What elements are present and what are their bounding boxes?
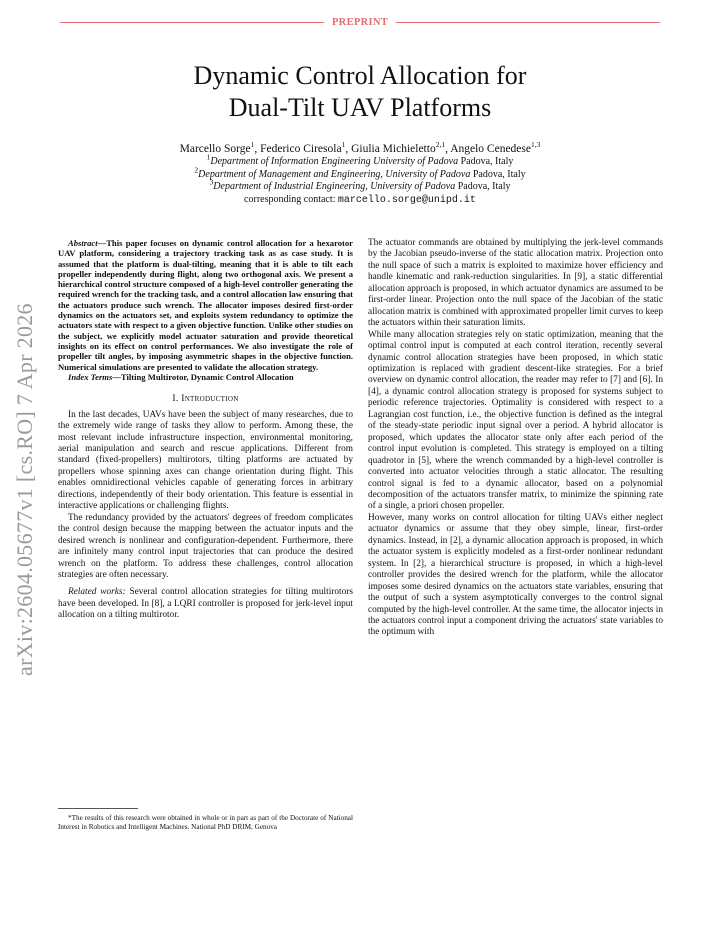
author-name: Angelo Cenedese [450,143,531,155]
affiliation-2 [60,165,660,182]
title-line-2: Dual-Tilt UAV Platforms [228,93,492,122]
body-paragraph-1: The actuator commands are obtained by multiplying the jerk-level commands by the Jacobian pseudo-inverse of the static allocation matrix. Projection onto the null space of such a matrix is exploited to maximize hover efficiency and handle kinematic and rank-reduction singularities. In [9], a static differential allocation approach is proposed, in which actuator dynamics are assumed to be first-order linear. Projection onto the null space of the Jacobian of the static allocation matrix is combined with approximated propeller limit curves to keep the actuators within their saturation limits. [368,238,663,329]
footnote: *The results of this research were obtained in whole or in part as part of the Doctorate of National Interest in Robotics and Intelligent Machines. National PhD DRIM, Genova [58,814,353,831]
related-works-text: Several control allocation strategies for tilting multirotors have been developed. In [8], a LQRI controller is proposed for jerk-level input allocation on a tilting multirotor. [58,587,353,621]
author-sup: 2,1 [435,140,446,150]
footnote-rule [58,808,138,809]
affiliation-3 [60,177,660,194]
contact-label: corresponding contact: [244,193,338,205]
arxiv-side-stamp[interactable]: arXiv:2604.05677v1 [cs.RO] 7 Apr 2026 [12,303,37,676]
author-name: Marcello Sorge [179,143,251,155]
affil-name: Department of Industrial Engineering, University of Padova [213,181,456,193]
related-works-paragraph [58,587,353,621]
author-sup: 1 [250,140,255,150]
body-paragraph-2: While many allocation strategies rely on static optimization, meaning that the optimal control input is computed at each control iteration, recently several dynamic control allocation strategies have been proposed, in which static optimization is replaced with gradient descent-like strategies. For a brief overview on dynamic control allocation, the reader may refer to [7] and [6]. In [4], a dynamic control allocation strategy is proposed for systems subject to periodic reference trajectories. Optimality is considered with respect to a Lagrangian cost function, i.e., the objective function is defined as the integral of the steady-state periodic input signal over a period. A hybrid allocator is proposed, which updates the allocator state only after each period of the control input evolution is completed. This strategy is employed on a tilting quadrotor in [5], where the wrench commanded by a high-level controller is converted into actuator velocities through a static allocator. The resulting control signal is fed to a dynamic allocator, based on a polynomial decomposition of the actuators transfer matrix, to minimize the spinning rate of a single, a priori chosen propeller. [368,329,663,512]
abstract-label: Abstract [68,238,98,248]
author-sup: 1,3 [531,140,541,150]
section-heading-introduction: I. Introduction [172,394,239,405]
affil-name: Department of Management and Engineering, University of Padova [198,168,471,180]
banner-rule-right [396,22,660,23]
affil-city: Padova, Italy [470,168,526,180]
affil-sup: 2 [194,165,199,175]
author-list: Marcello Sorge$^1$, Federico Ciresola$^1$, Giulia Michieletto$^{2,1}$, Angelo Cenedese$^{1,3}$ [179,140,541,155]
left-column [58,238,353,622]
affil-city: Padova, Italy [458,156,514,167]
affil-name: Department of Information Engineering University of Padova [210,156,459,167]
author-block [60,142,660,207]
contact-email-link[interactable]: marcello.sorge@unipd.it [337,194,476,206]
right-column [368,238,663,639]
author-name: Giulia Michieletto [351,143,436,155]
affiliation-1 [60,152,660,169]
index-terms [58,372,353,382]
body-paragraph-3: However, many works on control allocation for tilting UAVs either neglect actuator dynamics or assume that they obey simple, linear, first-order dynamics. Instead, in [2], a dynamic allocation approach is proposed, in which the actuator system is explicitly modeled as a first-order nonlinear redundant system. In [2], a hierarchical structure is proposed, in which a high-level controller provides the desired wrench for the platform, while the allocator imposes some desired dynamics on the actuators state variables, ensuring that the output of such a system asymptotically converges to the control signal computed by the high-level controller. At the same time, the allocator injects in the actuators control input a component driving the actuators' state variables to the optimum with [368,512,663,638]
index-terms-label: Index Terms [68,371,113,382]
banner-rule-left [60,22,324,23]
related-works-label: Related works: [68,587,126,598]
affil-city: Padova, Italy [455,181,511,193]
abstract-text: —This paper focuses on dynamic control allocation for a hexarotor UAV platform, considering a trajectory tracking task as as case study. It is assumed that the platform is dual-tilting, meaning that it is able to tilt each propeller independently during flight, along two orthogonal axis. We present a hierarchical control structure composed of a high-level controller generating the required wrench for the tracking task, and a control allocation law ensuring that the actuators produce such wrench. The allocator imposes desired first-order dynamics on the actuators set, and exploits system redundancy to optimize the actuators state with respect to a given objective function. Unlike other studies on the subject, we explicitly model actuator saturation and provide theoretical insights on its effect on control performances. We also investigate the role of propeller tilt angles, by imposing asymmetric shapes in the objective function. Numerical simulations are presented to validate the allocation strategy. [58,238,353,372]
title-line-1: Dynamic Control Allocation for [193,61,527,90]
corresponding-contact [60,194,660,208]
abstract [58,238,353,372]
index-terms-text: —Tilting Multirotor, Dynamic Control Allocation [112,371,294,382]
preprint-banner [60,14,660,30]
author-name: Federico Ciresola [260,143,342,155]
intro-paragraph-2: The redundancy provided by the actuators' degrees of freedom complicates the control design because the mapping between the actuator inputs and the desired wrench is nonlinear and configuration-dependent. Furthermore, there are infinitely many control input trajectories that can produce the desired wrench on the platform. To address these challenges, control allocation strategies are often necessary. [58,512,353,580]
affil-sup: 3 [209,177,214,187]
author-sup: 1 [341,140,346,150]
preprint-label: PREPRINT [331,16,389,28]
affil-sup: 1 [206,152,211,162]
intro-paragraph-1: In the last decades, UAVs have been the subject of many researches, due to the extremely wide range of tasks they allow to perform. Among these, the most relevant include infrastructure inspection, environmental monitoring, aerial manipulation and search and rescue applications. Different from standard (fixed-propellers) multirotors, tilting platforms are actuated by propellers whose spinning axes can change orientation during flight. This enables omnidirectional vehicles capable of generating forces in arbitrary directions, independently of their body orientation. This feature is essential in interactive applications or challenging flights. [58,409,353,512]
paper-title [60,60,660,124]
